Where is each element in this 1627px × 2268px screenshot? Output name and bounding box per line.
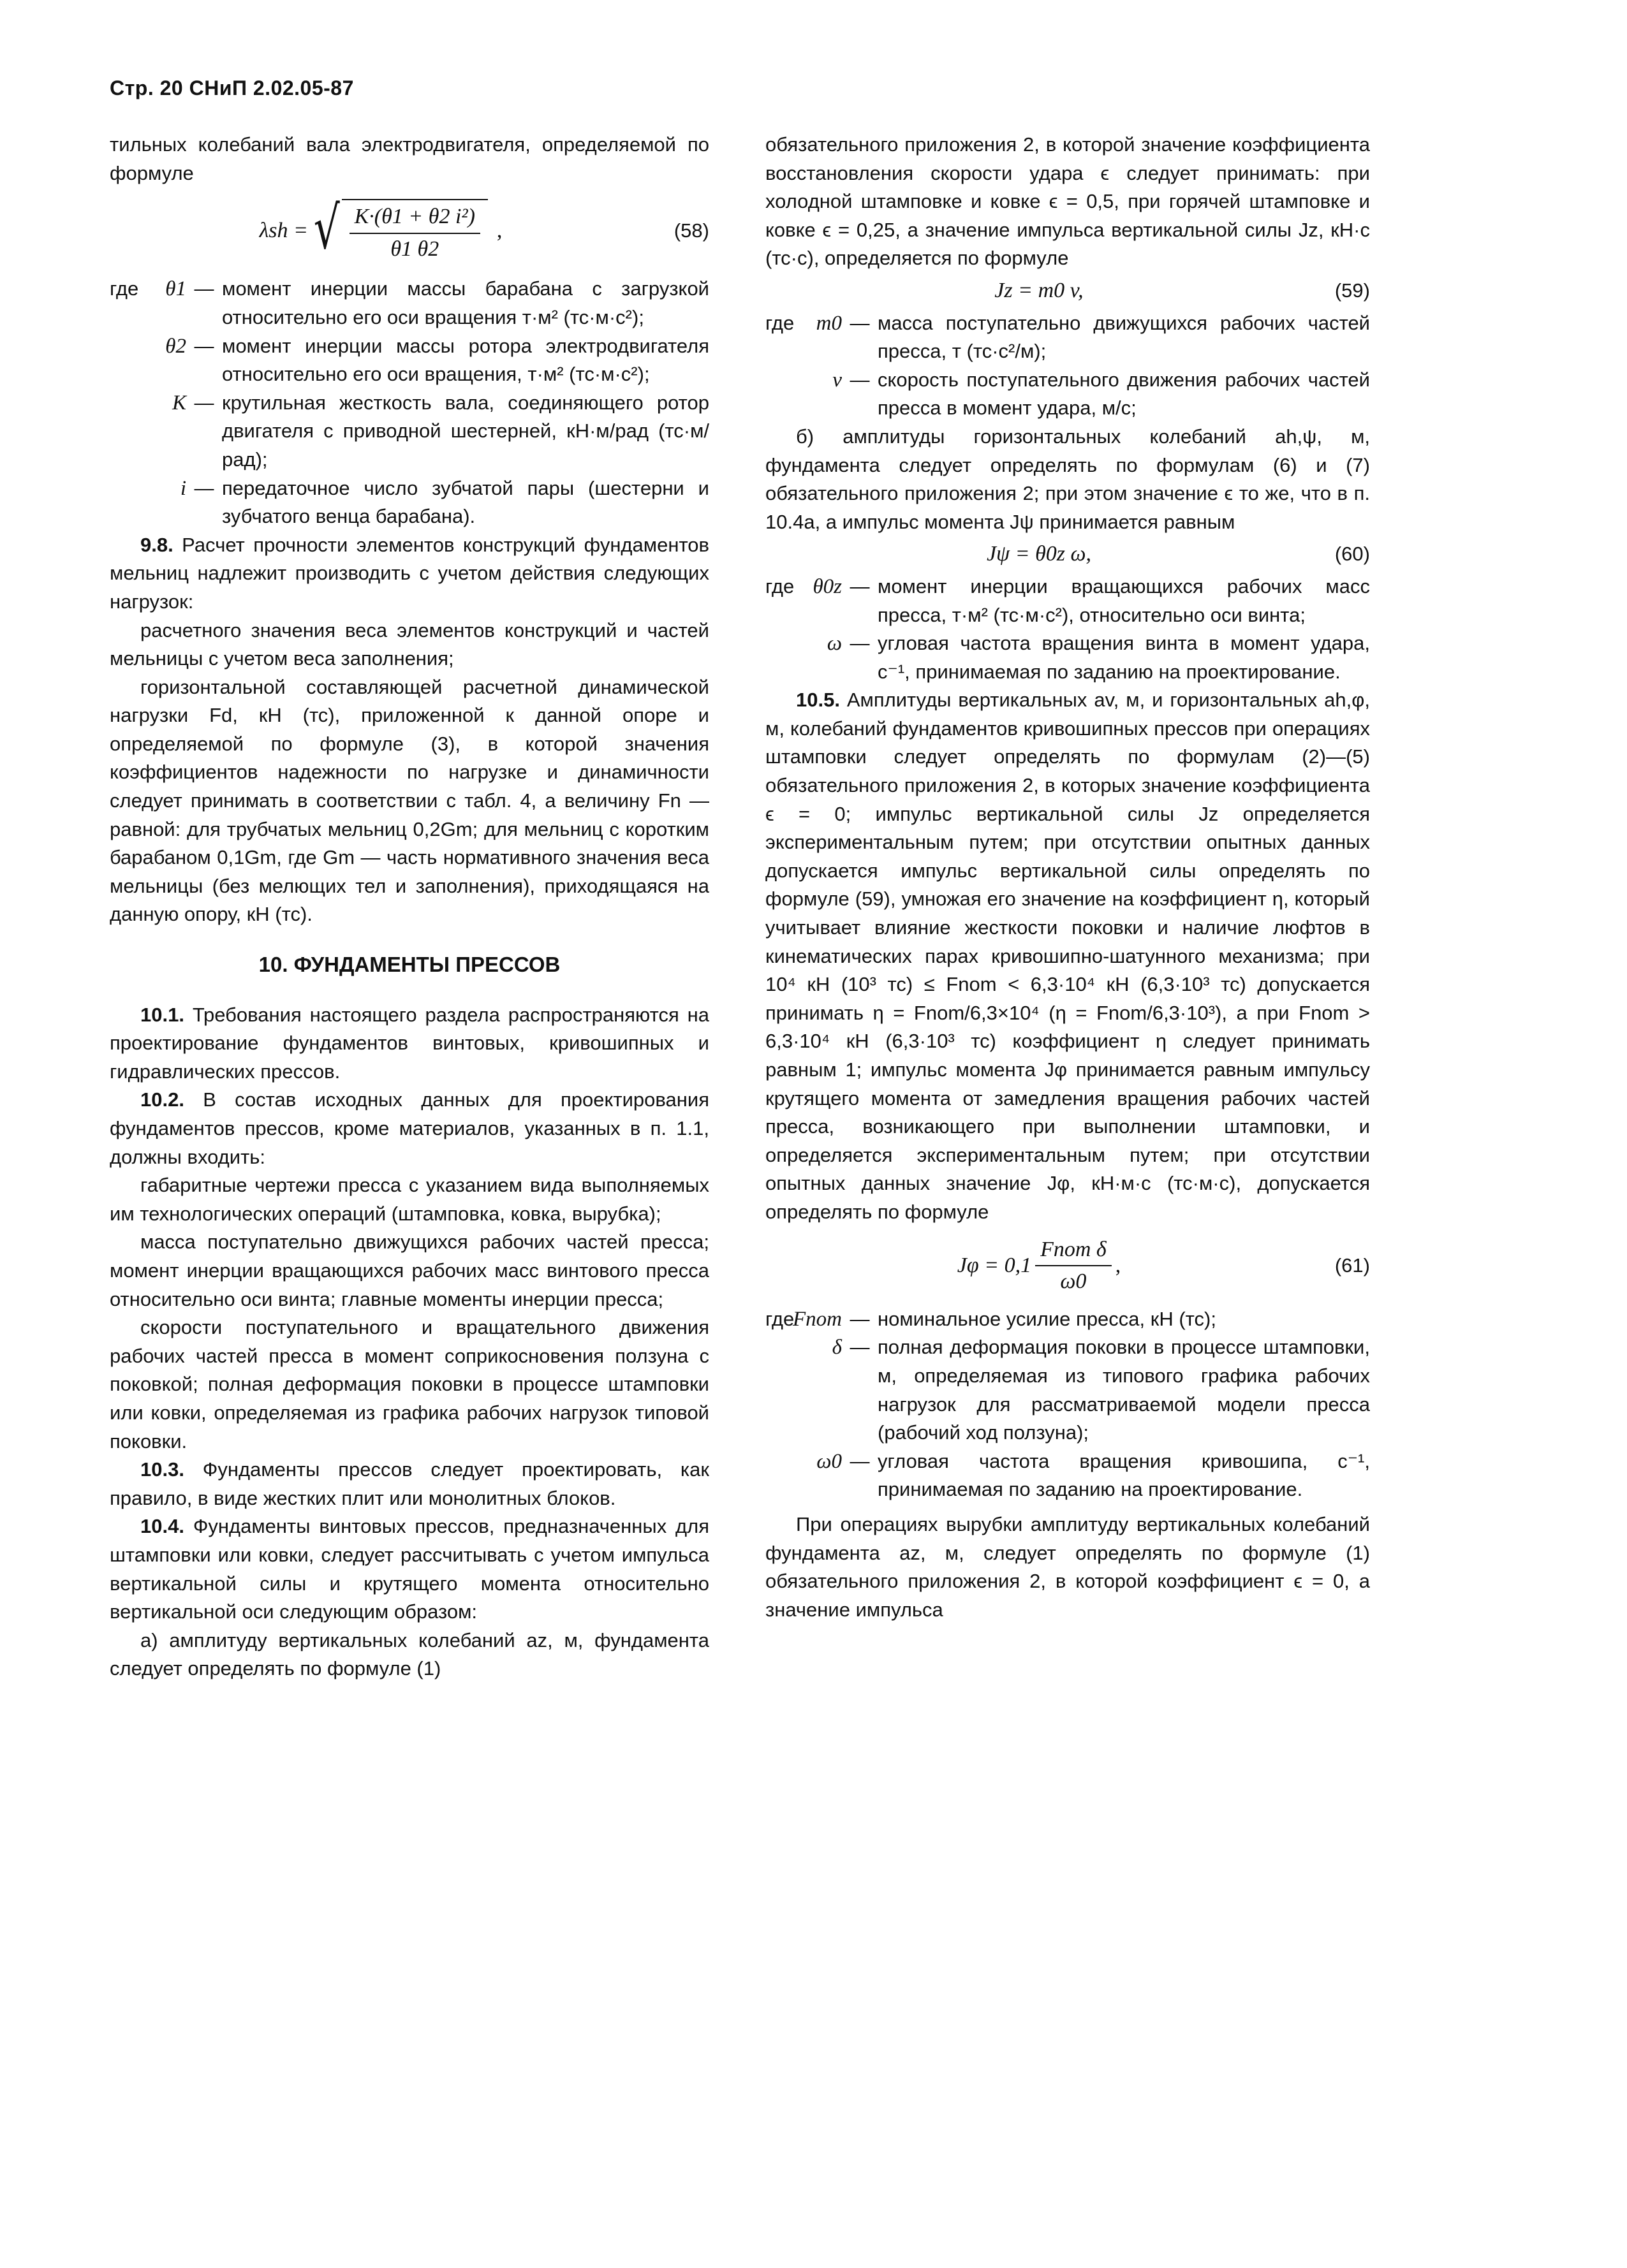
formula-expression: Jψ = θ0z ω, bbox=[986, 542, 1092, 566]
paragraph: При операциях вырубки амплитуду вертикальных колебаний фундамента az, м, следует определять по формуле (1) обязательного приложения 2, в которой коэффициент ϵ = 0, а значение импульса bbox=[765, 1512, 1370, 1621]
where-label: где bbox=[110, 277, 139, 300]
def-text: крутильная жесткость вала, соединяющего ротор двигателя с приводной шестерней, кН·м/рад (тс·м/рад); bbox=[222, 391, 709, 471]
def-text: полная деформация поковки в процессе штамповки, м, определяемая из типового графика рабочих нагрузок для рассматриваемой модели пресса (рабочий ход ползуна); bbox=[878, 1336, 1370, 1444]
formula-number: (59) bbox=[1334, 279, 1370, 302]
def-symbol: Fnom bbox=[793, 1307, 842, 1331]
definitions-list: где θ0z — момент инерции вращающихся рабочих масс пресса, т·м² (тс·м·с²), относительно оси винта; ω — угловая частота вращения винта в момент удара, с⁻¹, принимаемая по заданию на проектирование. bbox=[765, 573, 1370, 686]
section-title: 10. ФУНДАМЕНТЫ ПРЕССОВ bbox=[258, 953, 561, 977]
formula-number: (61) bbox=[1334, 1254, 1370, 1277]
paragraph: габаритные чертежи пресса с указанием вида выполняемых им технологических операций (штамповка, ковка, вырубка); bbox=[110, 1174, 709, 1225]
paragraph: 10.5. Амплитуды вертикальных av, м, и горизонтальных ah,φ, м, колебаний фундаментов кривошипных прессов при операциях штамповки следует определять по формулам (2)—(5) обязательного приложения 2, в которых значение коэффициента ϵ = 0; импульс вертикальной силы Jz определяется экспериментальным путем; при отсутствии опытных данных допускается импульс вертикальной силы определять по формуле (59), умножая его значение на коэффициент η, который учитывает влияние жесткости поковки и наличие люфтов в кинематических парах кривошипно-шатунного механизма; при 10⁴ кН (10³ тс) ≤ Fnom < 6,3·10⁴ кН (6,3·10³ тс) допускается принимать η = Fnom/6,3×10⁴ (η = Fnom/6,3·10³), а при Fnom > 6,3·10⁴ кН (6,3·10³ тс) коэффициент η следует принимать равным 1; импульс момента Jφ принимается равным импульсу крутящего момента от замедления вращения рабочих частей пресса, возникающего при выполнении штамповки, и определяется экспериментальным путем; при отсутствии опытных данных значение Jφ, кН·м·с (тс·м·с), допускается определять по формуле bbox=[765, 689, 1370, 1223]
paragraph: расчетного значения веса элементов конструкций и частей мельницы с учетом веса заполнения; bbox=[110, 618, 709, 670]
formula-61 bbox=[765, 1236, 1370, 1296]
formula-denominator: θ1 θ2 bbox=[390, 237, 439, 261]
paragraph: 10.1. Требования настоящего раздела распространяются на проектирование фундаментов винтовых, кривошипных и гидравлических прессов. bbox=[110, 1003, 709, 1083]
formula-lhs: Jφ = 0,1 bbox=[957, 1253, 1032, 1277]
def-symbol: θ2 bbox=[165, 334, 186, 358]
clause-number: 9.8. bbox=[140, 533, 173, 556]
def-text: момент инерции вращающихся рабочих масс пресса, т·м² (тс·м·с²), относительно оси винта; bbox=[878, 574, 1370, 626]
clause-number: 10.5. bbox=[796, 689, 840, 712]
def-text: масса поступательно движущихся рабочих частей пресса, т (тс·с²/м); bbox=[878, 311, 1370, 363]
formula-tail: , bbox=[1115, 1253, 1121, 1277]
formula-numerator: K·(θ1 + θ2 i²) bbox=[350, 203, 480, 234]
clause-number: 10.2. bbox=[140, 1088, 184, 1111]
paragraph: а) амплитуду вертикальных колебаний az, м, фундамента следует определять по формуле (1) bbox=[110, 1628, 709, 1680]
def-symbol: m0 bbox=[816, 311, 842, 335]
clause-number: 10.3. bbox=[140, 1458, 184, 1481]
def-text: номинальное усилие пресса, кН (тс); bbox=[878, 1307, 1216, 1330]
paragraph: скорости поступательного и вращательного движения рабочих частей пресса в момент соприкосновения ползуна с поковкой; полная деформация поковки в процессе штамповки или ковки, определяемая из графика рабочих нагрузок типовой поковки. bbox=[110, 1316, 709, 1452]
def-symbol: ω0 bbox=[816, 1449, 842, 1473]
sqrt-sign: √ $\frac{\text{K·(θ1 + θ2 i²)}}{\theta 1 \theta 2}$ bbox=[308, 199, 488, 263]
def-text: угловая частота вращения кривошипа, с⁻¹, принимаемая по заданию на проектирование. bbox=[878, 1449, 1370, 1501]
clause-number: 10.1. bbox=[140, 1003, 184, 1026]
formula-lhs: λsh = bbox=[259, 219, 308, 243]
left-column bbox=[110, 131, 709, 1683]
def-symbol: δ bbox=[832, 1336, 842, 1359]
formula-number: (58) bbox=[674, 219, 709, 242]
def-symbol: ω bbox=[827, 632, 842, 655]
def-text: угловая частота вращения винта в момент удара, с⁻¹, принимаемая по заданию на проектирование. bbox=[878, 632, 1370, 683]
formula-tail: , bbox=[496, 219, 503, 243]
def-symbol: K bbox=[172, 391, 186, 414]
right-column bbox=[765, 131, 1370, 1624]
paragraph: обязательного приложения 2, в которой значение коэффициента восстановления скорости удара ϵ следует принимать: при холодной штамповке и ковке ϵ = 0,5, при горячей штамповке и ковке ϵ = 0,25, а значение импульса вертикальной силы Jz, кН·с (тс·с), определяется по формуле bbox=[765, 133, 1370, 270]
def-text: передаточное число зубчатой пары (шестерни и зубчатого венца барабана). bbox=[222, 476, 709, 528]
definitions-list: где m0 — масса поступательно движущихся рабочих частей пресса, т (тс·с²/м); v — скорость поступательного движения рабочих частей пресса в момент удара, м/с; bbox=[765, 309, 1370, 423]
paragraph: 10.3. Фундаменты прессов следует проектировать, как правило, в виде жестких плит или монолитных блоков. bbox=[110, 1458, 709, 1509]
def-symbol: θ1 bbox=[165, 277, 186, 301]
def-symbol: i bbox=[180, 476, 186, 500]
paragraph: 10.4. Фундаменты винтовых прессов, предназначенных для штамповки или ковки, следует рассчитывать с учетом импульса вертикальной силы и крутящего момента относительно вертикальной оси следующим образом: bbox=[110, 1515, 709, 1623]
paragraph: горизонтальной составляющей расчетной динамической нагрузки Fd, кН (тс), приложенной к данной опоре и определяемой по формуле (3), в которой значения коэффициентов надежности по нагрузке и динамичности следует принимать в соответствии с табл. 4, а величину Fn — равной: для трубчатых мельниц 0,2Gm; для мельниц с коротким барабаном 0,1Gm, где Gm — часть нормативного значения веса мельницы (без мелющих тел и заполнения), приходящаяся на данную опору, кН (тс). bbox=[110, 675, 709, 926]
where-label: где bbox=[765, 311, 795, 334]
formula-59 bbox=[765, 277, 1370, 305]
paragraph: 10.2. В состав исходных данных для проектирования фундаментов прессов, кроме материалов, указанных в п. 1.1, должны входить: bbox=[110, 1088, 709, 1168]
where-label: где bbox=[765, 1307, 795, 1330]
paragraph: тильных колебаний вала электродвигателя, определяемой по формуле bbox=[110, 133, 709, 184]
formula-denominator: ω0 bbox=[1060, 1269, 1087, 1294]
formula-60 bbox=[765, 540, 1370, 569]
clause-number: 10.4. bbox=[140, 1515, 184, 1538]
where-label: где bbox=[765, 574, 795, 597]
def-symbol: v bbox=[832, 368, 842, 391]
def-text: скорость поступательного движения рабочих частей пресса в момент удара, м/с; bbox=[878, 368, 1370, 420]
formula-expression: Jz = m0 v, bbox=[994, 278, 1084, 302]
paragraph: 9.8. Расчет прочности элементов конструкций фундаментов мельниц надлежит производить с учетом действия следующих нагрузок: bbox=[110, 533, 709, 613]
definitions-list: где θ1 — момент инерции массы барабана с загрузкой относительно его оси вращения т·м² (тс·м·с²); θ2 — момент инерции массы ротора электродвигателя относительно его оси вращения, т·м² (тс·м·с²); K — крутильная жесткость вала, соединяющего ротор двигателя с приводной шестерней, кН·м/рад (тс·м/рад); i — передаточное число зубчатой пары (шестерни и зубчатого венца барабана). bbox=[110, 275, 709, 530]
formula-58 bbox=[110, 194, 709, 263]
def-text: момент инерции массы барабана с загрузкой относительно его оси вращения т·м² (тс·м·с²); bbox=[222, 277, 709, 328]
paragraph: б) амплитуды горизонтальных колебаний ah,ψ, м, фундамента следует определять по формулам (6) и (7) обязательного приложения 2; при этом значение ϵ то же, что в п. 10.4а, а импульс момента Jψ принимается равным bbox=[765, 425, 1370, 533]
def-symbol: θ0z bbox=[813, 574, 842, 598]
definitions-list: где Fnom — номинальное усилие пресса, кН (тс); δ — полная деформация поковки в процессе штамповки, м, определяемая из типового графика рабочих нагрузок для рассматриваемой модели пресса (рабочий ход ползуна); ω0 — угловая частота вращения кривошипа, с⁻¹, принимаемая по заданию на проектирование. bbox=[765, 1305, 1370, 1504]
formula-number: (60) bbox=[1334, 543, 1370, 566]
def-text: момент инерции массы ротора электродвигателя относительно его оси вращения, т·м² (тс·м·с²); bbox=[222, 334, 709, 386]
paragraph: масса поступательно движущихся рабочих частей пресса; момент инерции вращающихся рабочих масс винтового пресса относительно оси винта; главные моменты инерции пресса; bbox=[110, 1231, 709, 1310]
formula-numerator: Fnom δ bbox=[1035, 1236, 1112, 1267]
page-header: Стр. 20 СНиП 2.02.05-87 bbox=[110, 77, 354, 99]
